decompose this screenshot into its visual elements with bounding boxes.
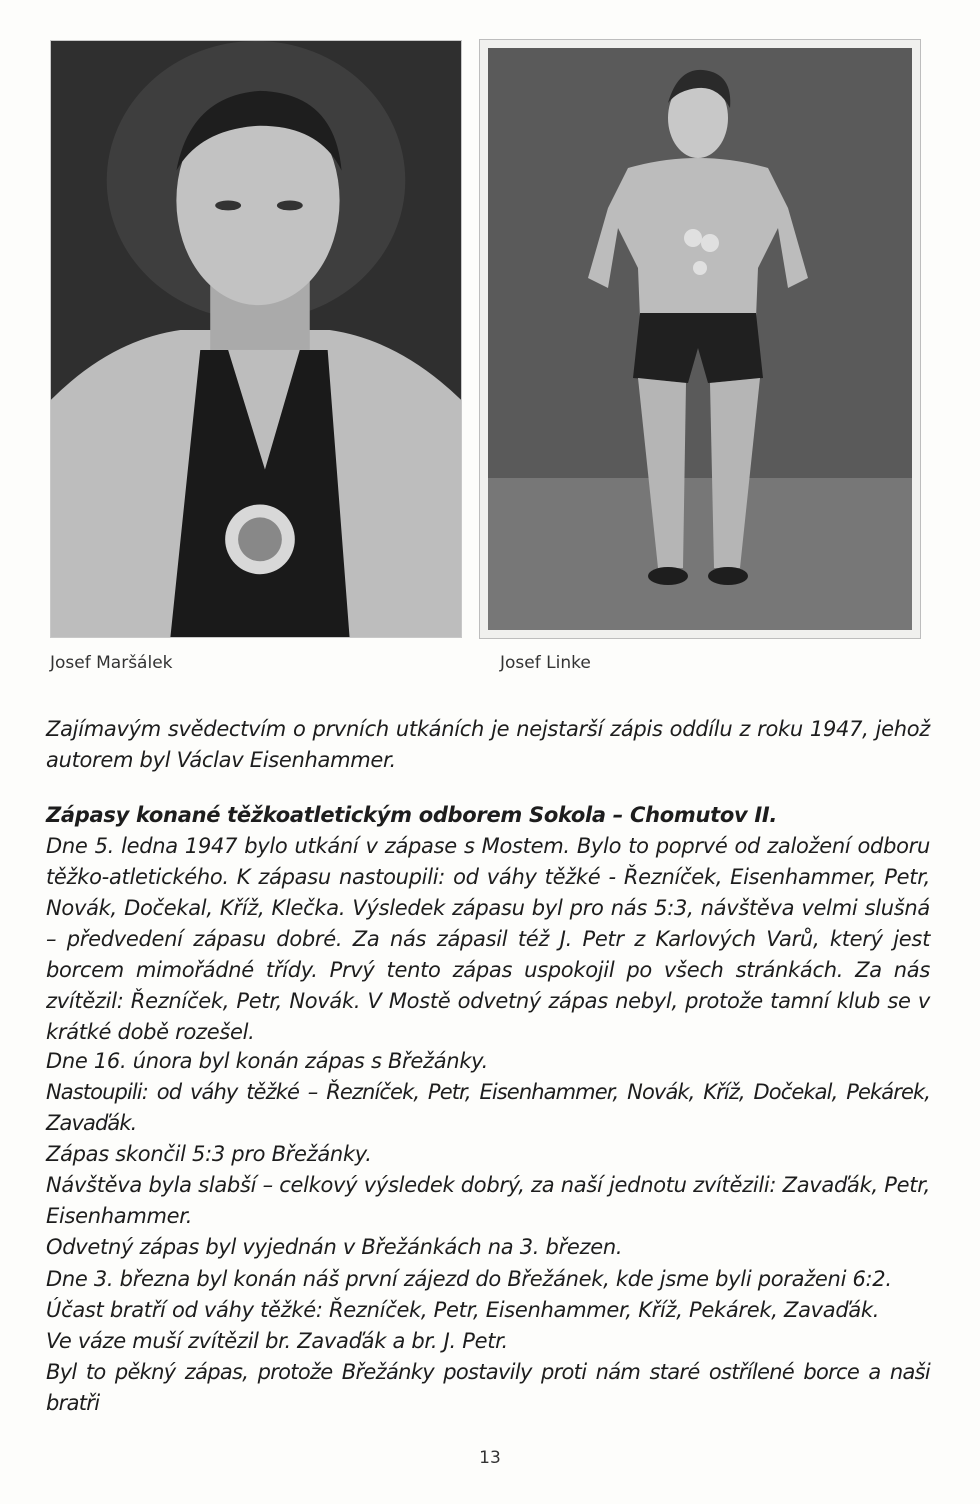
photo-caption-left: Josef Maršálek [50,653,173,673]
intro-paragraph [46,714,930,776]
paragraph-line: Účast bratří od váhy těžké: Řezníček, Petr, Eisenhammer, Kříž, Pekárek, Zavaďák. [46,1298,880,1322]
section-brezanky-trip [46,1264,930,1419]
paragraph-most-match: Dne 5. ledna 1947 bylo utkání v zápase s Mostem. Bylo to poprvé od založení odboru těžko-atletického. K zápasu nastoupili: od váhy těžké - Řezníček, Eisenhammer, Petr, Novák, Dočekal, Kříž, Klečka. Výsledek zápasu byl pro nás 5:3, návštěva velmi slušná – předvedení zápasu dobré. Za nás zápasil též J. Petr z Karlových Varů, který jest borcem mimořádné třídy. Prvý tento zápas uspokojil po všech stránkách. Za nás zvítězil: Řezníček, Petr, Novák. V Mostě odvetný zápas nebyl, protože tamní klub se v krátké době rozešel. [46,834,930,1044]
paragraph-line: Dne 3. března byl konán náš první zájezd do Břežánek, kde jsme byli poraženi 6:2. [46,1267,892,1291]
paragraph-line: Odvetný zápas byl vyjednán v Břežánkách na 3. březen. [46,1235,623,1259]
paragraph-line: Zápas skončil 5:3 pro Břežánky. [46,1142,372,1166]
full-body-image [488,48,912,630]
paragraph-line: Návštěva byla slabší – celkový výsledek dobrý, za naší jednotu zvítězili: Zavaďák, Petr, Eisenhammer. [46,1173,930,1228]
photo-caption-right: Josef Linke [500,653,591,673]
paragraph-line: Byl to pěkný zápas, protože Břežánky postavily proti nám staré ostřílené borce a naši bratři [46,1360,930,1415]
paragraph-line: Nastoupili: od váhy těžké – Řezníček, Petr, Eisenhammer, Novák, Kříž, Dočekal, Pekárek, Zavaďák. [46,1080,930,1135]
page-number: 13 [479,1448,501,1468]
section-1947-matches [46,800,930,1048]
photo-josef-linke [480,40,920,638]
portrait-image [51,41,461,637]
photo-josef-marsalek [50,40,462,638]
paragraph-line: Ve váze muší zvítězil br. Zavaďák a br. J. Petr. [46,1329,508,1353]
intro-text: Zajímavým svědectvím o prvních utkáních je nejstarší zápis oddílu z roku 1947, jehož autorem byl Václav Eisenhammer. [46,717,930,772]
section-heading: Zápasy konané těžkoatletickým odborem Sokola – Chomutov II. [46,803,778,827]
section-brezanky-match [46,1046,930,1263]
paragraph-line: Dne 16. února byl konán zápas s Břežánky. [46,1049,489,1073]
